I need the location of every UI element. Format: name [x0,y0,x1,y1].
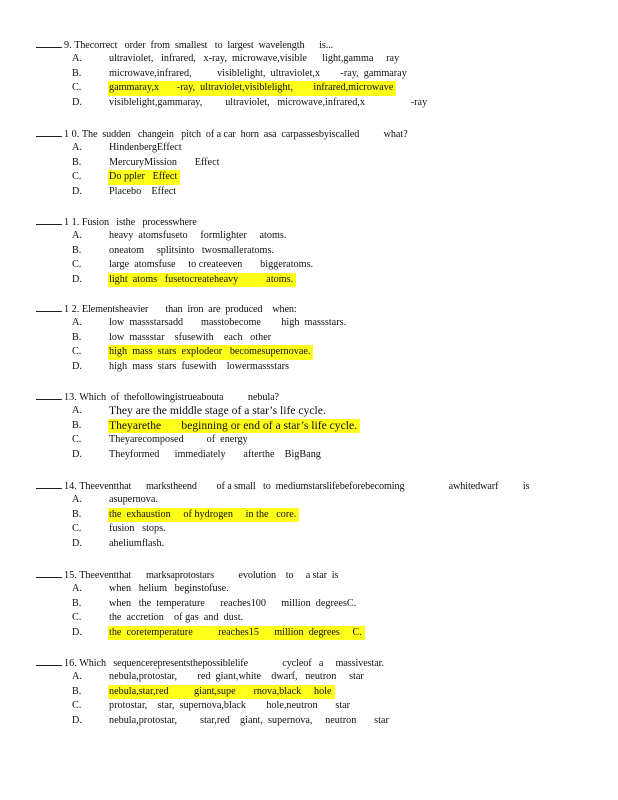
answer-option[interactable] [36,419,596,434]
option-letter: C. [72,346,82,358]
question-number: 16. [64,658,80,669]
answer-option[interactable] [36,670,596,685]
answer-option[interactable] [36,582,596,597]
option-letter: A. [72,142,82,153]
option-letter: D. [72,185,82,197]
option-text: ultraviolet, infrared, x-ray, microwave,visible light,gamma ray [109,53,400,64]
question-stem [36,38,596,52]
option-letter: D. [72,448,82,460]
question-stem [36,302,596,316]
question-13 [36,390,596,462]
answer-option[interactable] [36,81,596,96]
question-text: Fusion isthe processwhere [81,217,197,228]
answer-option[interactable] [36,360,596,375]
option-text: asupernova. [109,494,158,505]
answer-option[interactable] [36,522,596,537]
option-letter: A. [72,317,82,328]
answer-blank[interactable] [36,656,62,666]
option-letter: D. [72,537,82,549]
option-letter: D. [72,96,82,108]
question-9 [36,38,596,110]
option-text: nebula,protostar, star,red giant, supernova, neutron star [109,714,389,726]
option-text: Theyformed immediately afterthe BigBang [109,448,321,460]
question-11 [36,215,596,287]
option-letter: A. [72,405,82,416]
answer-blank[interactable] [36,568,62,578]
answer-option[interactable] [36,170,596,185]
option-letter: C. [72,612,82,624]
option-text: aheliumflash. [109,537,165,549]
question-12 [36,302,596,374]
answer-option[interactable] [36,185,596,200]
question-number: 13. [64,392,80,403]
answer-option[interactable] [36,244,596,259]
answer-option[interactable] [36,493,596,508]
question-14 [36,479,596,551]
option-letter: D. [72,273,82,285]
answer-option[interactable] [36,404,596,419]
option-text: high mass stars fusewith lowermassstars [109,360,289,372]
answer-option[interactable] [36,331,596,346]
option-text-highlighted: the coretemperature reaches15 million degrees C. [108,626,365,641]
answer-option[interactable] [36,699,596,714]
option-letter: D. [72,626,82,638]
answer-option[interactable] [36,537,596,552]
option-letter: B. [72,508,82,520]
option-text: low massstar sfusewith each other [109,331,272,343]
option-text: Placebo Effect [109,185,177,197]
option-text: when helium beginstofuse. [109,583,229,594]
question-text: Theeventthat markstheend of a small to mediumstarslifebeforebecoming awhitedwarf is [79,481,530,492]
question-stem [36,215,596,229]
option-text: MercuryMission Effect [109,156,220,168]
question-number: 9. [64,40,75,51]
option-text-highlighted: high mass stars explodeor becomesupernovae. [108,345,313,360]
answer-option[interactable] [36,229,596,244]
question-text: Elementsheavier than iron are produced when: [81,304,297,315]
option-letter: C. [72,434,82,446]
option-letter: B. [72,597,82,609]
question-text: Which of thefollowingistrueabouta nebula? [79,392,279,403]
question-stem [36,390,596,404]
answer-option[interactable] [36,141,596,156]
option-text-highlighted: light atoms fusetocreateheavy atoms. [108,273,296,288]
question-stem [36,127,596,141]
option-text: visiblelight,gammaray, ultraviolet, microwave,infrared,x -ray [109,96,428,108]
option-letter: D. [72,360,82,372]
answer-option[interactable] [36,508,596,523]
option-text: oneatom splitsinto twosmalleratoms. [109,244,274,256]
answer-option[interactable] [36,714,596,729]
answer-option[interactable] [36,626,596,641]
option-letter: C. [72,82,82,94]
option-letter: B. [72,244,82,256]
answer-blank[interactable] [36,127,62,137]
question-stem [36,568,596,582]
option-text: when the temperature reaches100 million degreesC. [109,597,357,609]
option-text: the accretion of gas and dust. [109,612,244,624]
question-number: 15. [64,570,80,581]
question-text: The sudden changein pitch of a car horn asa carpassesbyiscalled what? [81,129,408,140]
answer-option[interactable] [36,67,596,82]
answer-option[interactable] [36,433,596,448]
option-letter: C. [72,523,82,535]
question-16 [36,656,596,728]
answer-option[interactable] [36,597,596,612]
option-letter: A. [72,583,82,594]
option-text: fusion stops. [109,523,166,535]
question-number: 14. [64,481,80,492]
answer-option[interactable] [36,345,596,360]
option-text: Theyarecomposed of energy [109,434,248,446]
option-text-highlighted: the exhaustion of hydrogen in the core. [108,508,299,523]
answer-option[interactable] [36,96,596,111]
option-text: HindenbergEffect [109,142,182,153]
answer-blank[interactable] [36,390,62,400]
option-text: heavy atomsfuseto formlighter atoms. [109,230,287,241]
question-number: 1 1. [64,217,82,228]
option-letter: A. [72,230,82,241]
question-number: 1 2. [64,304,82,315]
option-letter: C. [72,171,82,183]
option-letter: B. [72,685,82,697]
question-text: Thecorrect order from smallest to largest wavelength is... [74,40,334,51]
option-letter: A. [72,53,82,64]
option-letter: B. [72,331,82,343]
answer-option[interactable] [36,258,596,273]
answer-option[interactable] [36,611,596,626]
answer-option[interactable] [36,448,596,463]
option-text-highlighted: gammaray,x -ray, ultraviolet,visiblelight, infrared,microwave [108,81,396,96]
option-text: They are the middle stage of a star’s life cycle. [109,404,326,417]
option-letter: C. [72,259,82,271]
question-stem [36,479,596,493]
option-letter: A. [72,494,82,505]
option-text: microwave,infrared, visiblelight, ultraviolet,x -ray, gammaray [109,67,407,79]
answer-option[interactable] [36,156,596,171]
answer-option[interactable] [36,273,596,288]
option-text-highlighted: Theyarethe beginning or end of a star’s life cycle. [108,419,360,434]
option-text: large atomsfuse to createeven biggeratoms. [109,259,314,271]
option-letter: D. [72,714,82,726]
question-15 [36,568,596,640]
question-text: Theeventthat marksaprotostars evolution to a star is [79,570,339,581]
answer-option[interactable] [36,685,596,700]
option-text: protostar, star, supernova,black hole,neutron star [109,700,351,712]
option-text: nebula,protostar, red giant,white dwarf, neutron star [109,671,364,682]
question-stem [36,656,596,670]
answer-option[interactable] [36,52,596,67]
option-text-highlighted: nebula,star,red giant,supe rnova,black hole [108,685,335,700]
option-letter: B. [72,67,82,79]
option-letter: C. [72,700,82,712]
question-text: Which sequencerepresentsthepossiblelife cycleof a massivestar. [79,658,384,669]
answer-blank[interactable] [36,479,62,489]
answer-option[interactable] [36,316,596,331]
answer-blank[interactable] [36,215,62,225]
option-letter: B. [72,156,82,168]
option-letter: B. [72,419,82,431]
question-10 [36,127,596,199]
answer-blank[interactable] [36,302,62,312]
answer-blank[interactable] [36,38,62,48]
option-text: low massstarsadd masstobecome high massstars. [109,317,347,328]
option-letter: A. [72,671,82,682]
option-text-highlighted: Do ppler Effect [108,170,180,185]
question-number: 1 0. [64,129,82,140]
